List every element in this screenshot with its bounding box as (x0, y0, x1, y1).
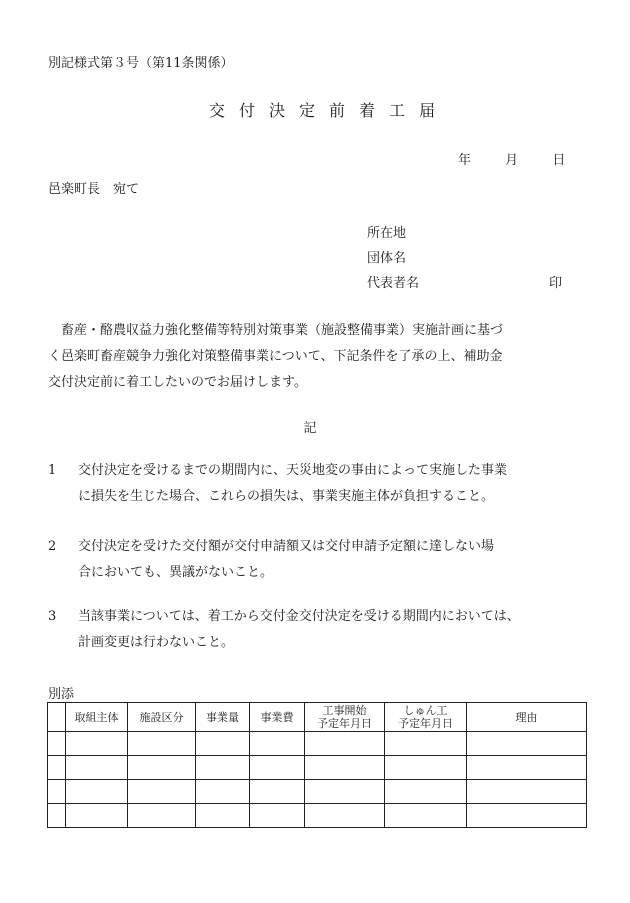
table-cell[interactable] (196, 804, 250, 828)
table-cell[interactable] (66, 756, 128, 780)
table-cell[interactable] (250, 780, 305, 804)
table-cell[interactable] (467, 804, 587, 828)
body-line: く邑楽町畜産競争力強化対策整備事業について、下記条件を了承の上、補助金 (48, 349, 503, 364)
table-cell[interactable] (196, 780, 250, 804)
condition-number: 3 (48, 609, 57, 624)
table-header-row (48, 703, 587, 732)
table-cell[interactable] (305, 732, 385, 756)
table-cell[interactable] (48, 804, 66, 828)
table-row (48, 804, 587, 828)
form-number: 別記様式第３号（第11条関係） (48, 56, 234, 71)
table-cell[interactable] (250, 756, 305, 780)
condition-line: 交付決定を受けるまでの期間内に、天災地変の事由によって実施した事業 (78, 463, 508, 478)
table-cell[interactable] (48, 780, 66, 804)
table-cell[interactable] (250, 732, 305, 756)
table-body (48, 732, 587, 828)
col-header-start-date: 工事開始 予定年月日 (305, 703, 385, 732)
table-row (48, 780, 587, 804)
table-cell[interactable] (66, 804, 128, 828)
table-row (48, 756, 587, 780)
attachment-table (47, 702, 587, 828)
table-cell[interactable] (66, 780, 128, 804)
condition-number: 1 (48, 463, 57, 478)
table-cell[interactable] (385, 780, 467, 804)
col-header-cost: 事業費 (250, 703, 305, 732)
attachment-label: 別添 (48, 687, 75, 702)
condition-line: 合においても、異議がないこと。 (78, 565, 274, 580)
table-cell[interactable] (128, 756, 196, 780)
date-day-label: 日 (552, 153, 566, 168)
condition-line: に損失を生じた場合、これらの損失は、事業実施主体が負担すること。 (78, 489, 495, 504)
condition-item-2 (48, 534, 593, 588)
document-title: 交付決定前着工届 (208, 101, 449, 120)
table-cell[interactable] (128, 780, 196, 804)
condition-item-1 (48, 458, 593, 512)
date-month-label: 月 (505, 153, 519, 168)
condition-item-3 (48, 604, 593, 658)
table-cell[interactable] (196, 756, 250, 780)
col-header-facility-type: 施設区分 (128, 703, 196, 732)
table-cell[interactable] (385, 804, 467, 828)
body-line: 畜産・酪農収益力強化整備等特別対策事業（施設整備事業）実施計画に基づ (48, 323, 504, 338)
representative-label: 代表者名 (367, 276, 420, 291)
table-cell[interactable] (250, 804, 305, 828)
table-cell[interactable] (196, 732, 250, 756)
address-label: 所在地 (367, 226, 407, 241)
body-line: 交付決定前に着工したいのでお届けします。 (48, 375, 307, 390)
col-header-entity: 取組主体 (66, 703, 128, 732)
condition-line: 計画変更は行わないこと。 (78, 635, 235, 650)
organization-label: 団体名 (367, 251, 407, 266)
table-cell[interactable] (385, 732, 467, 756)
addressee: 邑楽町長 宛て (48, 182, 140, 197)
condition-line: 当該事業については、着工から交付金交付決定を受ける期間内においては、 (78, 609, 520, 624)
date-line (458, 149, 565, 168)
table-cell[interactable] (305, 780, 385, 804)
ki-heading: 記 (303, 421, 317, 436)
table-cell[interactable] (128, 732, 196, 756)
condition-line: 交付決定を受けた交付額が交付申請額又は交付申請予定額に達しない場 (78, 539, 495, 554)
table-cell[interactable] (305, 804, 385, 828)
col-header-reason: 理由 (467, 703, 587, 732)
table-cell[interactable] (467, 780, 587, 804)
col-header-index (48, 703, 66, 732)
table-cell[interactable] (467, 732, 587, 756)
condition-number: 2 (48, 539, 57, 554)
table-row (48, 732, 587, 756)
col-header-completion-date: しゅん工 予定年月日 (385, 703, 467, 732)
seal-mark: 印 (549, 276, 563, 291)
date-year-label: 年 (458, 153, 472, 168)
table-cell[interactable] (66, 732, 128, 756)
table-cell[interactable] (467, 756, 587, 780)
table-cell[interactable] (128, 804, 196, 828)
table-cell[interactable] (48, 756, 66, 780)
body-paragraph (48, 318, 588, 396)
table-cell[interactable] (48, 732, 66, 756)
table-cell[interactable] (305, 756, 385, 780)
table-cell[interactable] (385, 756, 467, 780)
col-header-quantity: 事業量 (196, 703, 250, 732)
